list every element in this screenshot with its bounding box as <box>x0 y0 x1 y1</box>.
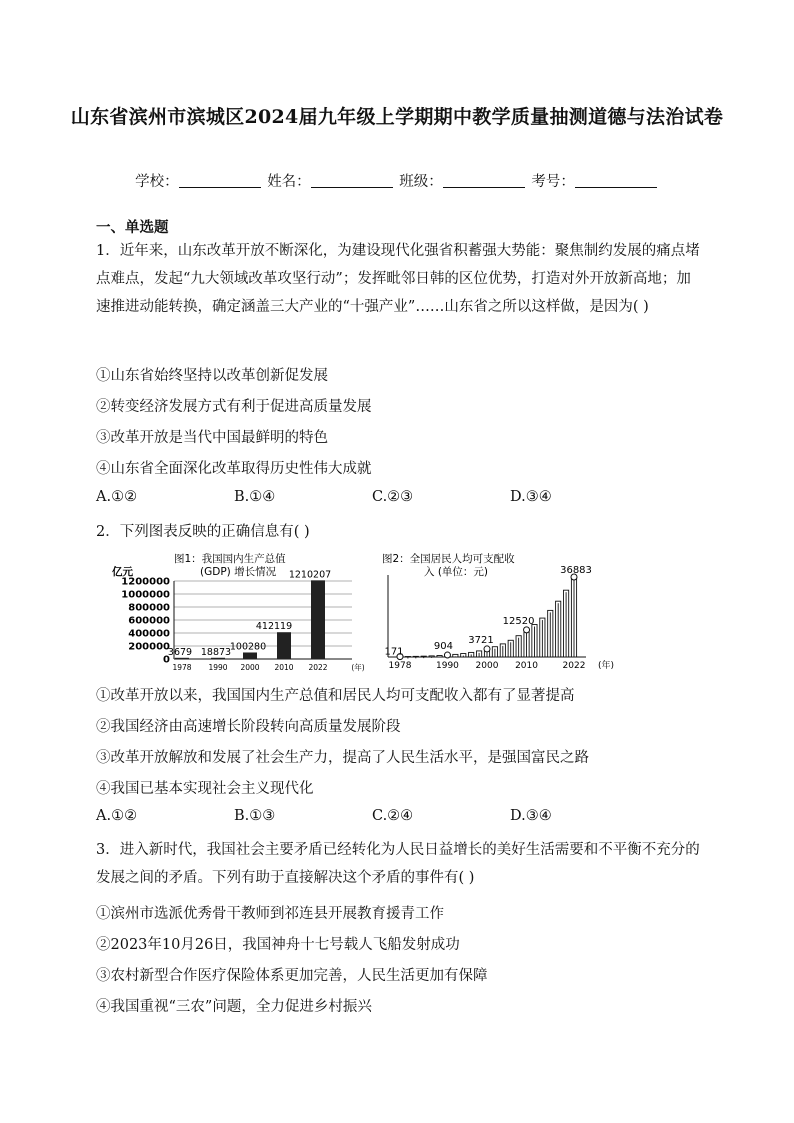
chart2-point <box>484 646 490 652</box>
chart2-point <box>444 652 450 658</box>
chart1-y-tick-label: 1200000 <box>121 576 170 588</box>
chart2-title-line2: 入 (单位：元) <box>424 566 489 578</box>
chart1-y-tick-label: 1000000 <box>121 589 170 601</box>
chart2-data-label: 36883 <box>560 565 592 576</box>
chart1-y-tick-label: 0 <box>163 654 170 666</box>
question-1-stem: 1．近年来，山东改革开放不断深化，为建设现代化强省积蓄强大势能：聚焦制约发展的痛点堵点难点，发起“九大领域改革攻坚行动”；发挥毗邻日韩的区位优势，打造对外开放新高地；加速推进动能转换，确定涵盖三大产业的“十强产业”……山东省之所以这样做，是因为( ) <box>96 243 700 315</box>
option-c[interactable]: C.②④ <box>372 808 414 824</box>
chart1-bar <box>311 580 325 659</box>
school-blank[interactable] <box>179 173 261 188</box>
question-2-item: ①改革开放以来，我国国内生产总值和居民人均可支配收入都有了显著提高 <box>96 688 575 704</box>
chart1-x-tick-label: 2010 <box>274 663 294 672</box>
chart2-bar <box>413 656 418 657</box>
chart1-y-tick-label: 800000 <box>128 602 170 614</box>
chart1-data-label: 100280 <box>229 641 267 653</box>
question-1-item: ③改革开放是当代中国最鲜明的特色 <box>96 430 328 446</box>
question-3-stem: 3．进入新时代，我国社会主要矛盾已经转化为人民日益增长的美好生活需要和不平衡不充分的发展之间的矛盾。下列有助于直接解决这个矛盾的事件有( ) <box>96 842 700 886</box>
question-3-item: ①滨州市选派优秀骨干教师到祁连县开展教育援青工作 <box>96 906 444 922</box>
chart2-data-label: 904 <box>433 641 454 653</box>
chart1-x-tick-label: 1978 <box>172 663 192 672</box>
chart2-x-tick-label: 2010 <box>515 661 538 671</box>
option-c[interactable]: C.②③ <box>372 489 414 505</box>
income-bar-chart <box>380 549 630 673</box>
question-1-item: ①山东省始终坚持以改革创新促发展 <box>96 368 328 384</box>
section-heading: 一、单选题 <box>96 219 169 236</box>
chart2-x-tick-label: 1990 <box>436 661 459 671</box>
question-2-stem: 2．下列图表反映的正确信息有( ) <box>96 524 310 540</box>
page-title: 山东省滨州市滨城区2024届九年级上学期期中教学质量抽测道德与法治试卷 <box>70 106 724 128</box>
chart2-title-line1: 图2：全国居民人均可支配收 <box>382 553 515 565</box>
chart1-data-label: 3679 <box>167 647 193 658</box>
question-2-item: ②我国经济由高速增长阶段转向高质量发展阶段 <box>96 719 401 735</box>
chart2-x-tick-label: 2022 <box>562 661 586 671</box>
option-b[interactable]: B.①③ <box>234 808 276 824</box>
chart2-data-label: 3721 <box>468 634 494 646</box>
chart1-title-line1: 图1：我国国内生产总值 <box>174 553 286 565</box>
chart2-x-tick-label: 2000 <box>475 661 499 671</box>
chart2-bar <box>421 656 426 657</box>
chart2-x-tick-label: 1978 <box>388 661 412 671</box>
option-a[interactable]: A.①② <box>96 808 138 824</box>
class-label: 班级： <box>399 174 443 190</box>
exam-id-blank[interactable] <box>575 173 657 188</box>
exam-id-label: 考号： <box>531 174 575 190</box>
chart1-y-tick-label: 600000 <box>128 615 170 627</box>
chart1-data-label: 412119 <box>255 621 293 633</box>
chart1-y-tick-label: 400000 <box>128 628 170 640</box>
question-1-item: ②转变经济发展方式有利于促进高质量发展 <box>96 399 372 415</box>
chart1-x-unit: (年) <box>351 663 365 672</box>
chart1-x-tick-label: 2000 <box>240 663 260 672</box>
chart1-title-line2: (GDP) 增长情况 <box>200 566 277 578</box>
option-d[interactable]: D.③④ <box>510 808 552 824</box>
question-2-item: ③改革开放解放和发展了社会生产力，提高了人民生活水平，是强国富民之路 <box>96 750 589 766</box>
school-label: 学校： <box>135 174 179 190</box>
chart2-bar <box>429 656 434 657</box>
option-a[interactable]: A.①② <box>96 489 138 505</box>
question-3-item: ③农村新型合作医疗保险体系更加完善，人民生活更加有保障 <box>96 968 488 984</box>
chart1-data-label: 1210207 <box>288 569 332 581</box>
chart1-x-tick-label: 2022 <box>308 663 328 672</box>
option-b[interactable]: B.①④ <box>234 489 276 505</box>
chart1-ylabel: 亿元 <box>112 566 133 578</box>
name-label: 姓名： <box>267 174 311 190</box>
chart1-bar <box>277 632 291 659</box>
gdp-bar-chart <box>108 549 370 673</box>
chart2-bar <box>437 656 442 657</box>
class-blank[interactable] <box>443 173 525 188</box>
question-3-item: ②2023年10月26日，我国神舟十七号载人飞船发射成功 <box>96 937 460 953</box>
question-3-item: ④我国重视“三农”问题，全力促进乡村振兴 <box>96 999 372 1015</box>
chart1-y-tick-label: 200000 <box>128 641 170 653</box>
chart2-data-label: 12520 <box>502 615 535 627</box>
question-1-item: ④山东省全面深化改革取得历史性伟大成就 <box>96 461 372 477</box>
option-d[interactable]: D.③④ <box>510 489 552 505</box>
student-info-line <box>0 170 794 191</box>
chart1-bar <box>211 658 225 659</box>
chart2-data-label: 171 <box>384 646 404 658</box>
question-2-item: ④我国已基本实现社会主义现代化 <box>96 781 314 797</box>
chart2-point <box>524 627 530 633</box>
chart2-x-unit: (年) <box>597 661 615 671</box>
chart1-x-tick-label: 1990 <box>208 663 228 672</box>
chart1-bar <box>243 652 257 659</box>
chart1-data-label: 18873 <box>200 646 232 658</box>
name-blank[interactable] <box>311 173 393 188</box>
